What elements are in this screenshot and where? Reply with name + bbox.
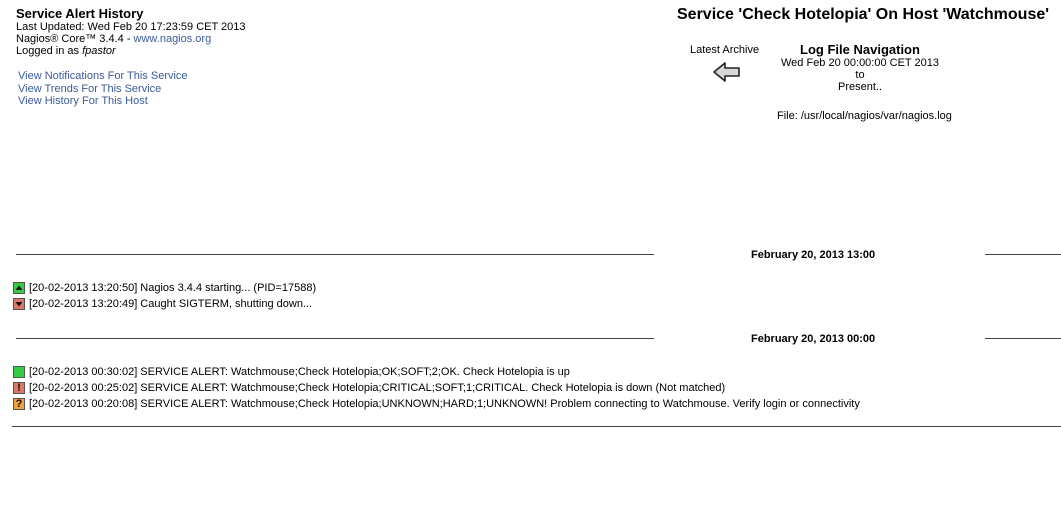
last-updated: Last Updated: Wed Feb 20 17:23:59 CET 2013: [16, 21, 246, 33]
program-start-icon: [13, 282, 25, 294]
nav-to: to: [855, 69, 865, 81]
related-links: [18, 70, 188, 108]
log-entry: [13, 281, 316, 295]
nav-from-date: Wed Feb 20 00:00:00 CET 2013: [781, 57, 939, 69]
critical-glyph: !: [17, 382, 21, 394]
log-file-navigation: [770, 42, 950, 93]
log-entry-text: [20-02-2013 00:20:08] SERVICE ALERT: Watchmouse;Check Hotelopia;UNKNOWN;HARD;1;UNKNOWN! Problem connecting to Watchmouse. Verify login or connectivity: [29, 398, 860, 410]
logged-in-user: fpastor: [82, 45, 116, 57]
log-entry: [13, 365, 570, 379]
view-host-history-link[interactable]: View History For This Host: [18, 95, 148, 107]
time-group-label: February 20, 2013 00:00: [751, 333, 876, 345]
view-notifications-link[interactable]: View Notifications For This Service: [18, 70, 188, 82]
log-entry-text: [20-02-2013 00:25:02] SERVICE ALERT: Watchmouse;Check Hotelopia;CRITICAL;SOFT;1;CRITICAL. Check Hotelopia is down (Not matched): [29, 382, 726, 394]
latest-archive-label: Latest Archive: [690, 44, 760, 56]
nagios-org-link[interactable]: www.nagios.org: [133, 33, 212, 45]
program-stop-icon: [13, 298, 25, 310]
log-entry: [13, 297, 312, 311]
version-line: [16, 33, 246, 45]
nav-title: Log File Navigation: [800, 42, 920, 57]
service-critical-icon: [13, 382, 25, 394]
page-heading: Service Alert History: [16, 6, 144, 21]
left-arrow-icon[interactable]: [712, 61, 742, 83]
nav-present: Present..: [837, 81, 883, 93]
separator-line: [16, 254, 654, 255]
service-ok-icon: [13, 366, 25, 378]
service-unknown-icon: [13, 398, 25, 410]
separator-line: [985, 254, 1061, 255]
unknown-glyph: ?: [15, 398, 23, 410]
log-entry-text: [20-02-2013 00:30:02] SERVICE ALERT: Watchmouse;Check Hotelopia;OK;SOFT;2;OK. Check Hotelopia is up: [29, 366, 570, 378]
log-entry-text: [20-02-2013 13:20:50] Nagios 3.4.4 starting... (PID=17588): [29, 282, 317, 294]
view-trends-link[interactable]: View Trends For This Service: [18, 82, 162, 95]
bottom-separator: [12, 426, 1061, 427]
page-title: Service 'Check Hotelopia' On Host 'Watchmouse': [677, 6, 1050, 23]
time-group-label: February 20, 2013 13:00: [751, 249, 876, 261]
separator-line: [16, 338, 654, 339]
log-entry: [13, 397, 860, 411]
logged-in-line: [16, 45, 246, 57]
log-entry-text: [20-02-2013 13:20:49] Caught SIGTERM, shutting down...: [29, 298, 313, 310]
log-entry: [13, 381, 725, 395]
version-text: Nagios® Core™ 3.4.4 -: [16, 33, 134, 45]
separator-line: [985, 338, 1061, 339]
log-file-path: File: /usr/local/nagios/var/nagios.log: [777, 110, 952, 122]
logged-in-label: Logged in as: [16, 45, 83, 57]
info-box: [16, 6, 246, 57]
